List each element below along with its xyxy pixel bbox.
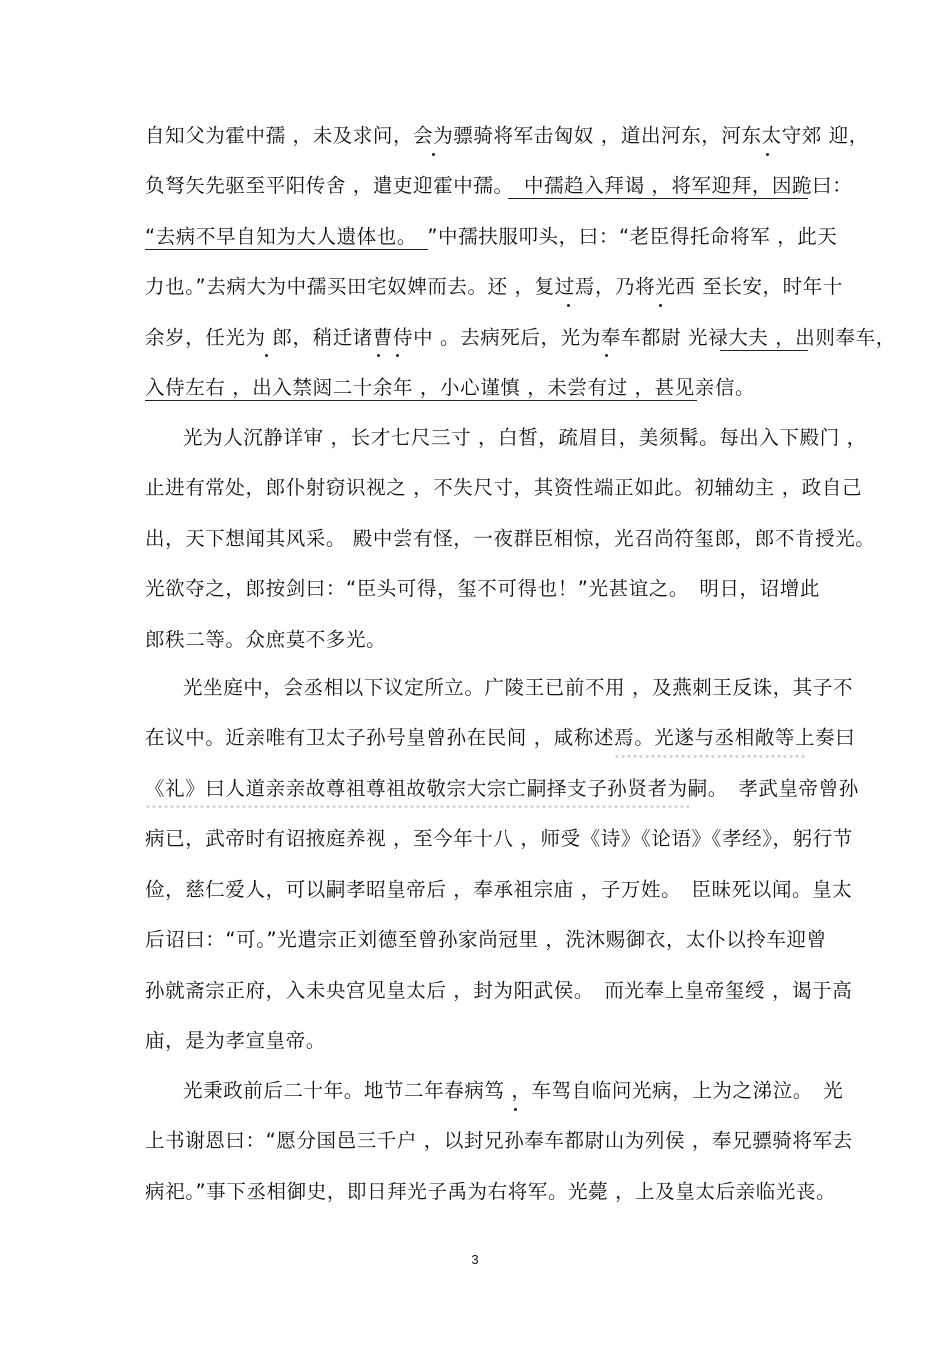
text-line: 庙，是为孝宣皇帝。 bbox=[145, 1029, 326, 1052]
emphasis-dot bbox=[377, 354, 380, 357]
text-line: 上书谢恩曰：“愿分国邑三千户 ，以封兄孙奉车都尉山为列侯 ，奉兄骠骑将军去 bbox=[145, 1129, 853, 1152]
text-line: 郎秩二等。众庶莫不多光。 bbox=[145, 628, 387, 651]
emphasis-dot bbox=[396, 354, 399, 357]
text-line: 光为人沉静详审 ，长才七尺三寸 ，白皙，疏眉目，美须髯。每出入下殿门 ， bbox=[183, 426, 867, 449]
emphasis-dot bbox=[432, 153, 435, 156]
wavy-underline-mark bbox=[145, 805, 689, 808]
text-line: 病祀。”事下丞相御史，即日拜光子禹为右将军。光薨 ，上及皇太后亲临光丧。 bbox=[145, 1180, 837, 1203]
text-line: 自知父为霍中孺 ，未及求问，会为骠骑将军击匈奴 ，道出河东，河东太守郊 迎， bbox=[145, 124, 869, 147]
text-line: 孙就斋宗正府，入未央宫见皇太后 ，封为阳武侯。 而光奉上皇帝玺绶 ，谒于高 bbox=[145, 979, 853, 1002]
text-line: 余岁，任光为 郎，稍迁诸曹侍中 。去病死后，光为奉车都尉 光禄大夫 ，出则奉车， bbox=[145, 326, 896, 349]
text-line: 出，天下想闻其风采。 殿中尝有怪，一夜群臣相惊，光召尚符玺郎，郎不肯授光。 bbox=[145, 527, 876, 550]
text-line: 病已，武帝时有诏掖庭养视 ，至今年十八 ，师受《诗》《论语》《孝经》，躬行节 bbox=[145, 827, 853, 850]
text-line: 后诏曰：“可。”光遣宗正刘德至曾孙家尚冠里 ，洗沐赐御衣，太仆以拎车迎曾 bbox=[145, 928, 827, 951]
text-line: 《礼》曰人道亲亲故尊祖尊祖故敬宗大宗亡嗣择支子孙贤者为嗣。 孝武皇帝曾孙 bbox=[145, 777, 859, 800]
text-line: 光坐庭中，会丞相以下议定所立。广陵王已前不用 ，及燕刺王反诛，其子不 bbox=[183, 676, 854, 699]
emphasis-dot bbox=[514, 1108, 517, 1111]
emphasis-dot bbox=[265, 354, 268, 357]
text-line: 止进有常处，郎仆射窃识视之 ，不失尺寸，其资性端正如此。初辅幼主 ，政自己 bbox=[145, 476, 863, 499]
text-line: “去病不早自知为大人遗体也。 ”中孺扶服叩头，曰：“老臣得托命将军 ，此天 bbox=[145, 225, 838, 248]
text-line: 光秉政前后二十年。地节二年春病笃 ，车驾自临问光病，上为之涕泣。 光 bbox=[183, 1079, 844, 1102]
emphasis-dot bbox=[766, 153, 769, 156]
text-line: 光欲夺之，郎按剑曰：“臣头可得，玺不可得也！”光甚谊之。 明日，诏增此 bbox=[145, 577, 820, 600]
emphasis-dot bbox=[605, 354, 608, 357]
text-line: 俭，慈仁爱人，可以嗣孝昭皇帝后 ，奉承祖宗庙 ，子万姓。 臣昧死以闻。皇太 bbox=[145, 878, 853, 901]
wavy-underline-mark bbox=[614, 755, 806, 758]
emphasis-dot bbox=[567, 304, 570, 307]
underline-mark bbox=[145, 400, 697, 401]
text-line: 力也。”去病大为中孺买田宅奴婢而去。还 ，复过焉，乃将光西 至长安，时年十 bbox=[145, 275, 843, 298]
text-line: 入侍左右 ，出入禁闼二十余年 ，小心谨慎 ，未尝有过 ，甚见亲信。 bbox=[145, 376, 756, 399]
text-line: 在议中。近亲唯有卫太子孙号皇曾孙在民间 ，咸称述焉。光遂与丞相敞等上奏曰 bbox=[145, 726, 856, 749]
emphasis-dot bbox=[659, 304, 662, 307]
text-line: 负弩矢先驱至平阳传舍 ，遣吏迎霍中孺。 中孺趋入拜谒 ，将军迎拜，因跪曰： bbox=[145, 174, 853, 197]
underline-mark bbox=[145, 249, 428, 250]
underline-mark bbox=[720, 350, 808, 351]
underline-mark bbox=[508, 198, 808, 199]
page-number: 3 bbox=[471, 1252, 479, 1267]
